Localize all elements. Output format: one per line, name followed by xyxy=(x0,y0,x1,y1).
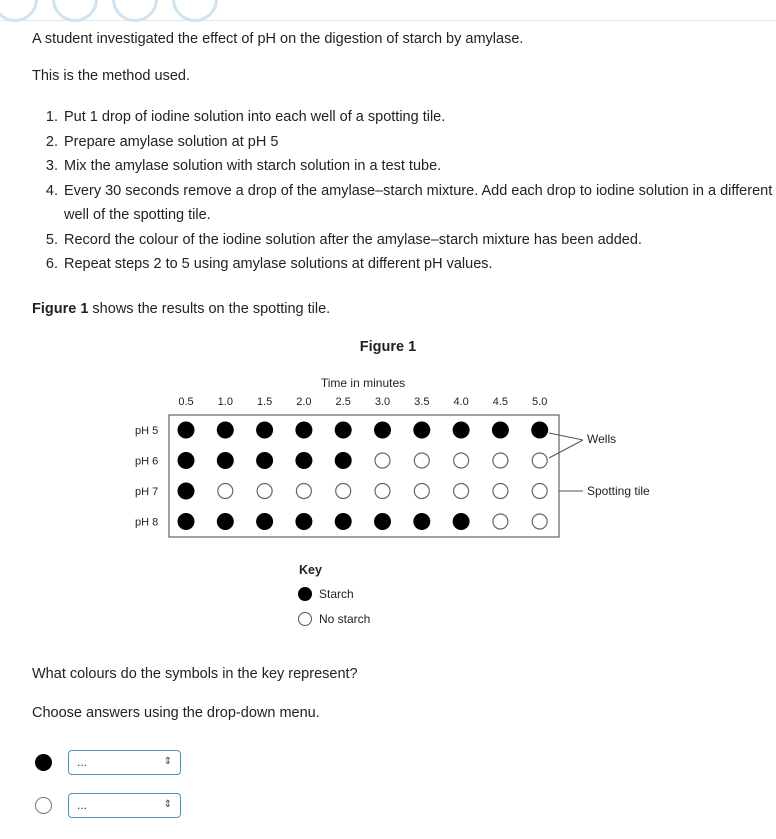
method-intro: This is the method used. xyxy=(32,68,190,84)
empty-circle-icon xyxy=(35,797,52,814)
well-starch xyxy=(217,513,234,530)
well-no-starch xyxy=(296,484,311,499)
empty-circle-icon xyxy=(298,612,312,626)
updown-chevron-icon: ⇕ xyxy=(163,799,172,810)
well-no-starch xyxy=(454,453,469,468)
dropdown-value: ... xyxy=(77,798,88,812)
ph-row-label: pH 7 xyxy=(135,486,159,498)
updown-chevron-icon: ⇕ xyxy=(163,756,172,767)
well-starch xyxy=(178,452,195,469)
time-tick-label: 2.0 xyxy=(296,396,312,408)
key-title: Key xyxy=(299,563,322,577)
time-tick-label: 0.5 xyxy=(178,396,194,408)
well-no-starch xyxy=(532,514,547,529)
spotting-tile-label: Spotting tile xyxy=(587,484,650,498)
time-tick-label: 3.5 xyxy=(414,396,430,408)
ph-row-label: pH 5 xyxy=(135,425,159,437)
well-no-starch xyxy=(414,484,429,499)
well-starch xyxy=(295,452,312,469)
well-starch xyxy=(217,422,234,439)
well-starch xyxy=(335,452,352,469)
answer-row-empty xyxy=(35,792,181,818)
well-starch xyxy=(178,513,195,530)
well-starch xyxy=(256,422,273,439)
well-starch xyxy=(335,513,352,530)
header-decoration-icon xyxy=(112,0,158,22)
well-starch xyxy=(453,513,470,530)
method-step: 6. Repeat steps 2 to 5 using amylase solutions at different pH values. xyxy=(62,252,776,277)
answer-dropdown-empty[interactable] xyxy=(68,793,181,818)
figure-reference-rest: shows the results on the spotting tile. xyxy=(88,301,331,317)
well-starch xyxy=(374,422,391,439)
well-starch xyxy=(217,452,234,469)
well-no-starch xyxy=(493,514,508,529)
well-starch xyxy=(531,422,548,439)
key-no-starch-label: No starch xyxy=(319,612,371,626)
well-no-starch xyxy=(257,484,272,499)
well-starch xyxy=(178,483,195,500)
filled-circle-icon xyxy=(35,754,52,771)
answer-dropdown-filled[interactable] xyxy=(68,750,181,775)
header-decoration-icon xyxy=(0,0,38,22)
well-starch xyxy=(295,513,312,530)
well-starch xyxy=(413,422,430,439)
well-no-starch xyxy=(532,484,547,499)
top-bar xyxy=(0,0,776,21)
time-tick-label: 2.5 xyxy=(335,396,351,408)
instruction-text: Choose answers using the drop-down menu. xyxy=(32,705,320,721)
method-steps xyxy=(32,105,776,277)
wells-label: Wells xyxy=(587,432,617,446)
time-tick-label: 5.0 xyxy=(532,396,548,408)
well-starch xyxy=(295,422,312,439)
well-no-starch xyxy=(336,484,351,499)
well-no-starch xyxy=(454,484,469,499)
intro-text: A student investigated the effect of pH on the digestion of starch by amylase. xyxy=(32,31,524,47)
question-text: What colours do the symbols in the key represent? xyxy=(32,666,358,682)
key-row-no-starch xyxy=(298,611,370,627)
well-starch xyxy=(492,422,509,439)
well-starch xyxy=(335,422,352,439)
method-step: 2. Prepare amylase solution at pH 5 xyxy=(62,130,776,155)
key-row-starch xyxy=(298,586,354,602)
figure-reference xyxy=(32,300,330,318)
time-tick-label: 4.0 xyxy=(453,396,469,408)
method-step: 1. Put 1 drop of iodine solution into each well of a spotting tile. xyxy=(62,105,776,130)
time-tick-label: 1.5 xyxy=(256,396,273,408)
well-no-starch xyxy=(493,484,508,499)
filled-circle-icon xyxy=(298,587,312,601)
well-starch xyxy=(413,513,430,530)
method-step: 5. Record the colour of the iodine solution after the amylase–starch mixture has been added. xyxy=(62,228,776,253)
time-tick-label: 1.0 xyxy=(217,396,233,408)
well-starch xyxy=(374,513,391,530)
well-no-starch xyxy=(532,453,547,468)
time-tick-label: 4.5 xyxy=(492,396,509,408)
header-decoration-icon xyxy=(52,0,98,22)
well-no-starch xyxy=(493,453,508,468)
ph-row-label: pH 6 xyxy=(135,455,159,468)
method-step: 4. Every 30 seconds remove a drop of the amylase–starch mixture. Add each drop to iodine solution in a different well of the spotting tile. xyxy=(62,179,776,228)
well-no-starch xyxy=(414,453,429,468)
dropdown-value: ... xyxy=(77,755,88,769)
spotting-tile-figure xyxy=(0,360,776,555)
answer-row-filled xyxy=(35,749,181,775)
well-starch xyxy=(178,422,195,439)
well-no-starch xyxy=(375,484,390,499)
ph-row-label: pH 8 xyxy=(135,516,159,529)
well-starch xyxy=(256,452,273,469)
key-starch-label: Starch xyxy=(319,587,354,601)
well-no-starch xyxy=(218,484,233,499)
method-step: 3. Mix the amylase solution with starch solution in a test tube. xyxy=(62,154,776,179)
well-no-starch xyxy=(375,453,390,468)
header-decoration-icon xyxy=(172,0,218,22)
time-tick-label: 3.0 xyxy=(374,396,391,408)
figure-reference-bold: Figure 1 xyxy=(32,301,89,317)
well-starch xyxy=(256,513,273,530)
time-axis-label: Time in minutes xyxy=(320,376,406,390)
figure-title: Figure 1 xyxy=(359,339,417,355)
well-starch xyxy=(453,422,470,439)
